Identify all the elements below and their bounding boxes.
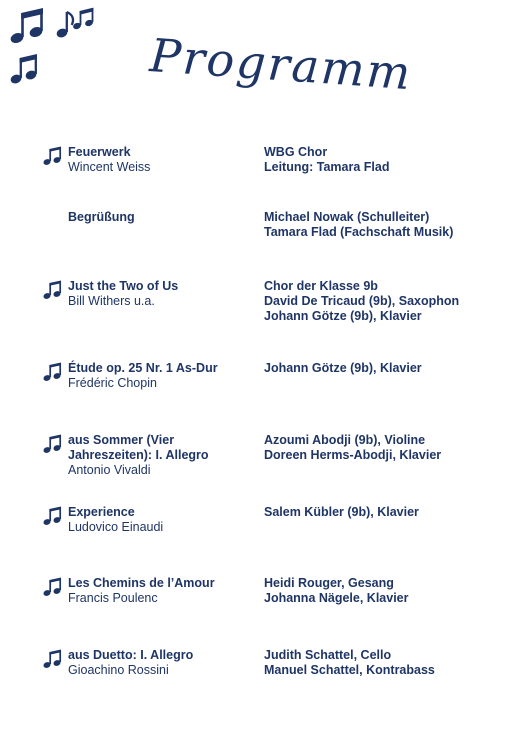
piece-info <box>68 505 258 535</box>
performers <box>264 145 514 175</box>
performers <box>264 210 514 240</box>
page-title: Programm <box>148 28 414 101</box>
composer: Gioachino Rossini <box>68 663 169 677</box>
performers <box>264 505 514 520</box>
music-note-icon <box>42 506 62 526</box>
piece-info <box>68 145 258 175</box>
piece-title: aus Duetto: I. Allegro <box>68 648 194 662</box>
performer-line: Michael Nowak (Schulleiter) <box>264 210 430 224</box>
performer-line: Johann Götze (9b), Klavier <box>264 309 422 323</box>
music-note-icon <box>42 434 62 454</box>
performer-line: Chor der Klasse 9b <box>264 279 378 293</box>
composer: Frédéric Chopin <box>68 376 157 390</box>
music-notes-icon <box>6 4 98 86</box>
performers <box>264 361 514 376</box>
performers <box>264 648 514 678</box>
piece-info <box>68 279 258 309</box>
piece-title: Feuerwerk <box>68 145 131 159</box>
composer: Antonio Vivaldi <box>68 463 151 477</box>
piece-title: Les Chemins de l’Amour <box>68 576 215 590</box>
performer-line: Johanna Nägele, Klavier <box>264 591 409 605</box>
piece-title: aus Sommer (Vier Jahreszeiten): I. Allegro <box>68 433 209 462</box>
music-note-icon <box>42 577 62 597</box>
performer-line: Azoumi Abodji (9b), Violine <box>264 433 426 447</box>
composer: Francis Poulenc <box>68 591 158 605</box>
composer: Ludovico Einaudi <box>68 520 164 534</box>
piece-title: Étude op. 25 Nr. 1 As-Dur <box>68 361 218 375</box>
performers <box>264 433 514 463</box>
performers <box>264 279 514 324</box>
performer-line: Judith Schattel, Cello <box>264 648 392 662</box>
music-note-icon <box>42 362 62 382</box>
performers <box>264 576 514 606</box>
piece-info <box>68 433 258 478</box>
performer-line: Tamara Flad (Fachschaft Musik) <box>264 225 454 239</box>
piece-info <box>68 576 258 606</box>
performer-line: Salem Kübler (9b), Klavier <box>264 505 419 519</box>
music-note-icon <box>42 649 62 669</box>
performer-line: Johann Götze (9b), Klavier <box>264 361 422 375</box>
piece-title: Just the Two of Us <box>68 279 179 293</box>
composer: Wincent Weiss <box>68 160 151 174</box>
composer: Bill Withers u.a. <box>68 294 155 308</box>
music-note-icon <box>42 280 62 300</box>
piece-title: Begrüßung <box>68 210 135 224</box>
performer-line: Heidi Rouger, Gesang <box>264 576 394 590</box>
performer-line: Manuel Schattel, Kontrabass <box>264 663 435 677</box>
piece-info <box>68 648 258 678</box>
performer-line: David De Tricaud (9b), Saxophon <box>264 294 460 308</box>
piece-title: Experience <box>68 505 135 519</box>
piece-info <box>68 210 258 225</box>
performer-line: WBG Chor <box>264 145 328 159</box>
music-note-icon <box>42 146 62 166</box>
performer-line: Leitung: Tamara Flad <box>264 160 390 174</box>
piece-info <box>68 361 258 391</box>
performer-line: Doreen Herms-Abodji, Klavier <box>264 448 442 462</box>
